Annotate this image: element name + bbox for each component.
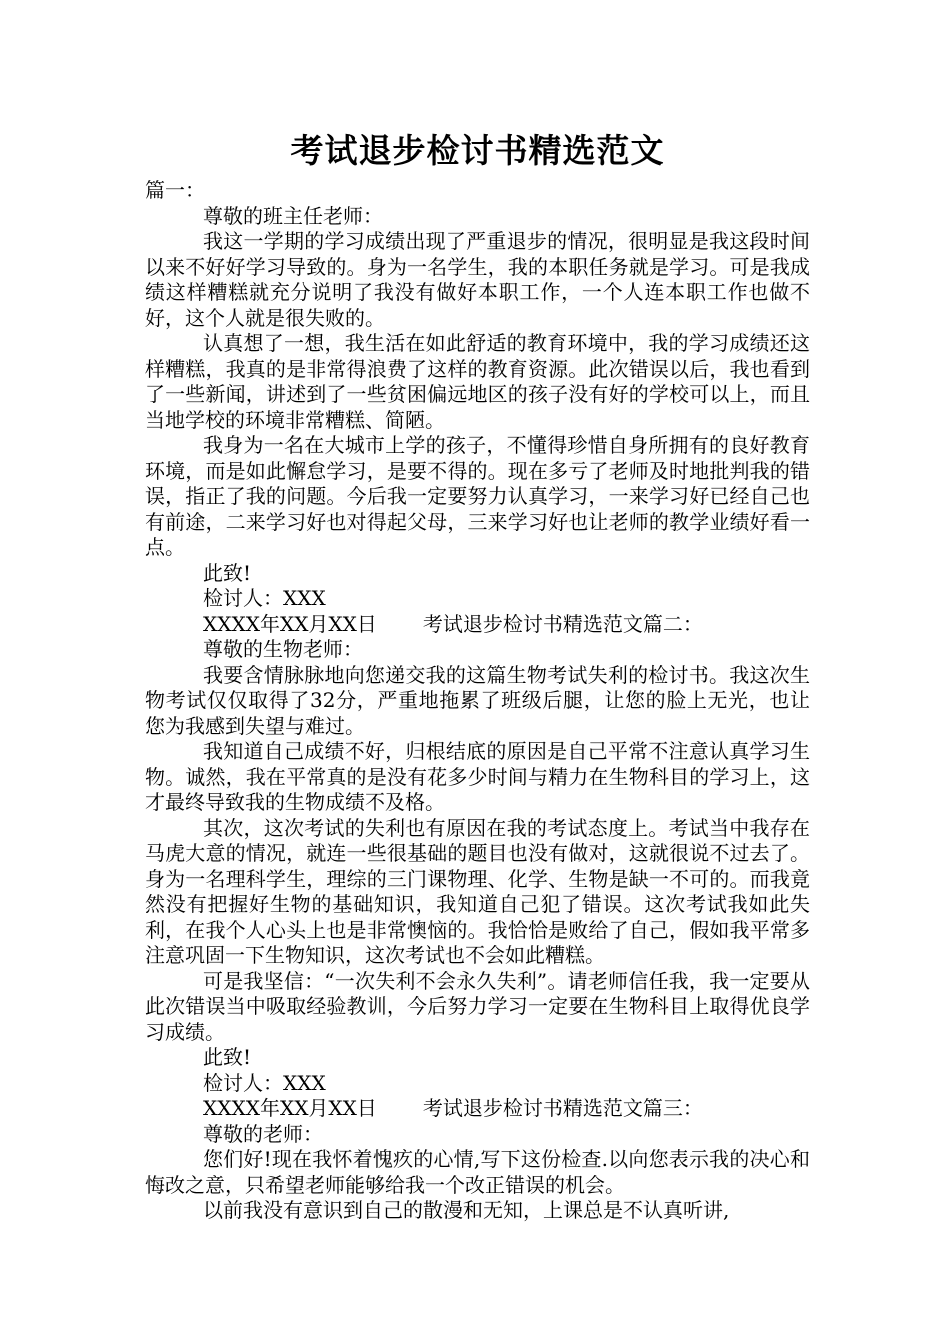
paragraph: 其次，这次考试的失利也有原因在我的考试态度上。考试当中我存在马虎大意的情况，就连一些很基础的题目也没有做对，这就很说不过去了。身为一名理科学生，理综的三门课物理、化学、生物是缺一不可的。而我竟然没有把握好生物的基础知识，我知道自己犯了错误。这次考试我如此失利，在我个人心头上也是非常懊恼的。我恰恰是败给了自己，假如我平常多注意巩固一下生物知识，这次考试也不会如此糟糕。	[145, 815, 810, 967]
signature: 检讨人：XXX	[203, 1070, 326, 1095]
paragraph: 认真想了一想，我生活在如此舒适的教育环境中，我的学习成绩还这样糟糕，我真的是非常得浪费了这样的教育资源。此次错误以后，我也看到了一些新闻，讲述到了一些贫困偏远地区的孩子没有好的学校可以上，而且当地学校的环境非常糟糕、简陋。	[145, 331, 810, 432]
paragraph: 我知道自己成绩不好，归根结底的原因是自己平常不注意认真学习生物。诚然，我在平常真的是没有花多少时间与精力在生物科目的学习上，这才最终导致我的生物成绩不及格。	[145, 739, 810, 814]
section-heading-2: 考试退步检讨书精选范文篇二：	[422, 611, 703, 636]
salutation: 尊敬的班主任老师：	[203, 203, 383, 228]
date-and-next-heading	[145, 1096, 810, 1122]
date: XXXX年XX月XX日	[203, 1096, 377, 1120]
paragraph: 可是我坚信：“一次失利不会永久失利”。请老师信任我，我一定要从此次错误当中吸取经验教训，今后努力学习一定要在生物科目上取得优良学习成绩。	[145, 968, 810, 1044]
salutation: 尊敬的老师：	[203, 1121, 323, 1146]
closing: 此致!	[203, 560, 252, 585]
date: XXXX年XX月XX日	[203, 611, 377, 636]
paragraph: 我这一学期的学习成绩出现了严重退步的情况，很明显是我这段时间以来不好好学习导致的。身为一名学生，我的本职任务就是学习。可是我成绩这样糟糕就充分说明了我没有做好本职工作，一个人连本职工作也做不好，这个人就是很失败的。	[145, 229, 810, 330]
document-title: 考试退步检讨书精选范文	[290, 131, 665, 170]
signature: 检讨人：XXX	[203, 586, 326, 610]
document-body	[145, 178, 810, 1224]
salutation: 尊敬的生物老师：	[203, 637, 363, 661]
paragraph: 以前我没有意识到自己的散漫和无知，上课总是不认真听讲,	[203, 1198, 730, 1222]
paragraph: 您们好!现在我怀着愧疚的心情,写下这份检查.以向您表示我的决心和悔改之意，只希望老师能够给我一个改正错误的机会。	[145, 1147, 810, 1197]
paragraph: 我身为一名在大城市上学的孩子，不懂得珍惜自身所拥有的良好教育环境，而是如此懈怠学习，是要不得的。现在多亏了老师及时地批判我的错误，指正了我的问题。今后我一定要努力认真学习，一来学习好已经自己也有前途，二来学习好也对得起父母，三来学习好也让老师的教学业绩好看一点。	[145, 433, 810, 559]
paragraph: 我要含情脉脉地向您递交我的这篇生物考试失利的检讨书。我这次生物考试仅仅取得了32分，严重地拖累了班级后腿，让您的脸上无光，也让您为我感到失望与难过。	[145, 662, 810, 738]
section-heading-3: 考试退步检讨书精选范文篇三：	[422, 1096, 703, 1120]
section-heading-1: 篇一：	[145, 178, 205, 202]
closing: 此致!	[203, 1045, 252, 1069]
date-and-next-heading	[145, 612, 810, 638]
